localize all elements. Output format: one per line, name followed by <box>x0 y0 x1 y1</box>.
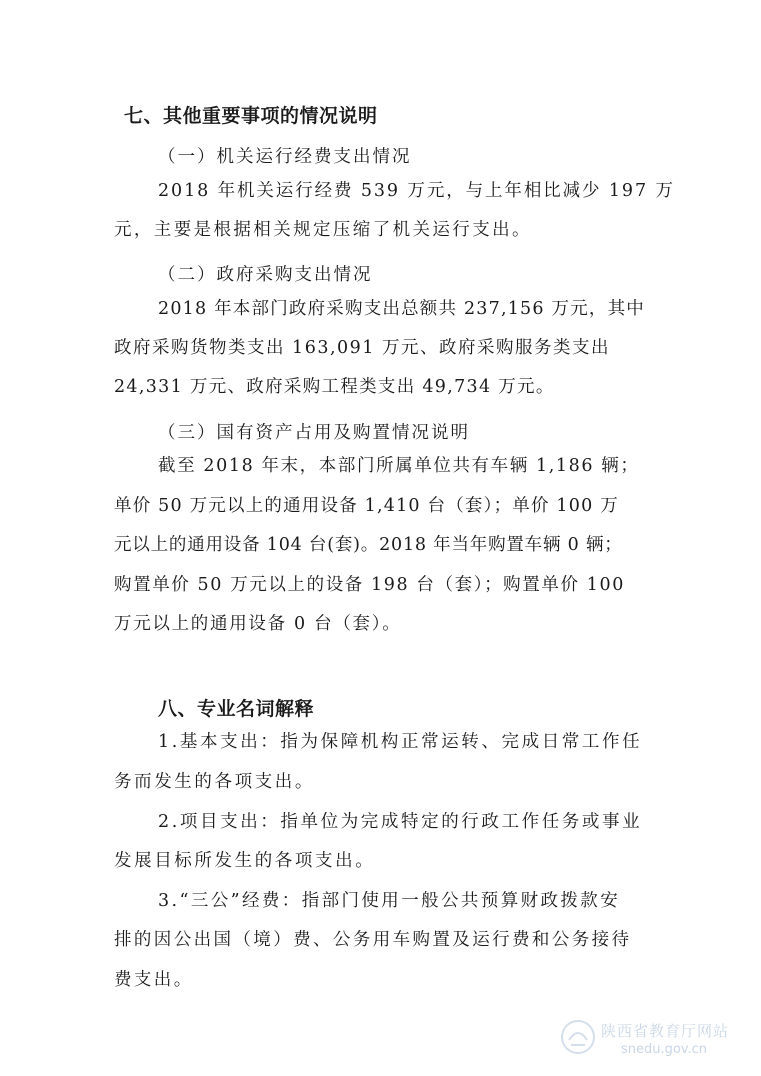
paragraph-line: 购置单价 50 万元以上的设备 198 台（套）；购置单价 100 <box>114 575 625 595</box>
emblem-icon <box>559 1018 597 1056</box>
subsection-heading-2: （二）政府采购支出情况 <box>158 265 373 285</box>
subsection-heading-1: （一）机关运行经费支出情况 <box>158 147 412 167</box>
definition-line: 务而发生的各项支出。 <box>114 772 315 792</box>
section-heading-8: 八、专业名词解释 <box>158 698 315 720</box>
definition-line: 3.“三公”经费：指部门使用一般公共预算财政拨款安 <box>158 891 621 911</box>
paragraph-line: 元，主要是根据相关规定压缩了机关运行支出。 <box>114 220 532 240</box>
paragraph-line: 截至 2018 年末，本部门所属单位共有车辆 1,186 辆； <box>158 456 640 476</box>
definition-line: 排的因公出国（境）费、公务用车购置及运行费和公务接待 <box>114 930 632 950</box>
site-watermark <box>559 1016 749 1062</box>
watermark-title: 陕西省教育厅网站 <box>601 1022 730 1040</box>
paragraph-line: 政府采购货物类支出 163,091 万元、政府采购服务类支出 <box>114 338 610 358</box>
definition-line: 发展目标所发生的各项支出。 <box>114 851 376 871</box>
paragraph-line: 单价 50 万元以上的通用设备 1,410 台（套）；单价 100 万 <box>114 496 619 516</box>
definition-line: 费支出。 <box>114 970 194 990</box>
paragraph-line: 元以上的通用设备 104 台(套)。2018 年当年购置车辆 0 辆； <box>114 535 623 555</box>
paragraph-line: 24,331 万元、政府采购工程类支出 49,734 万元。 <box>114 377 555 397</box>
section-heading-7: 七、其他重要事项的情况说明 <box>124 105 378 127</box>
paragraph-line: 2018 年本部门政府采购支出总额共 237,156 万元，其中 <box>158 299 645 319</box>
watermark-url: snedu.gov.cn <box>621 1042 708 1057</box>
paragraph-line: 万元以上的通用设备 0 台（套）。 <box>114 614 402 634</box>
definition-line: 2.项目支出：指单位为完成特定的行政工作任务或事业 <box>158 812 643 832</box>
definition-line: 1.基本支出：指为保障机构正常运转、完成日常工作任 <box>158 732 643 752</box>
paragraph-line: 2018 年机关运行经费 539 万元，与上年相比减少 197 万 <box>158 181 675 201</box>
subsection-heading-3: （三）国有资产占用及购置情况说明 <box>158 423 470 443</box>
